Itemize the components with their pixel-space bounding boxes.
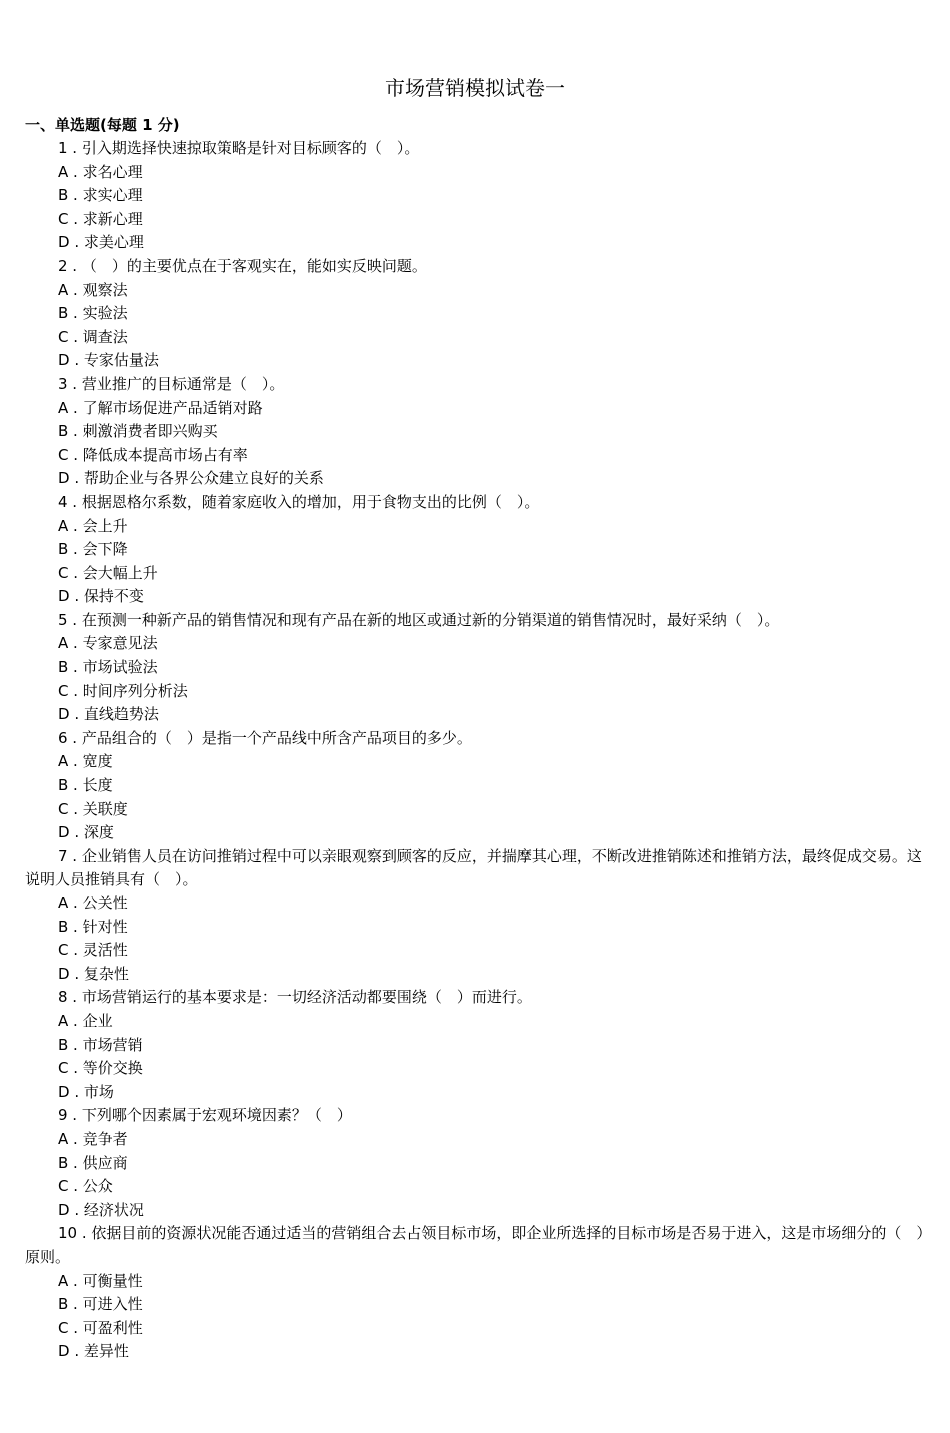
answer-option: B . 供应商 bbox=[58, 1153, 128, 1172]
question-text: 10 . 依据目前的资源状况能否通过适当的营销组合去占领目标市场，即企业所选择的目标市场是否易于进入，这是市场细分的（ ）原则。 bbox=[25, 1224, 924, 1266]
question-text: 5 . 在预测一种新产品的销售情况和现有产品在新的地区或通过新的分销渠道的销售情况时，最好采纳（ ）。 bbox=[58, 610, 780, 629]
answer-option: C . 时间序列分析法 bbox=[58, 681, 188, 700]
question-block bbox=[25, 1104, 930, 1222]
answer-option: B . 针对性 bbox=[58, 917, 128, 936]
answer-option: C . 可盈利性 bbox=[58, 1318, 143, 1337]
answer-option: D . 深度 bbox=[58, 823, 114, 842]
question-text: 7 . 企业销售人员在访问推销过程中可以亲眼观察到顾客的反应，并揣摩其心理，不断改进推销陈述和推销方法，最终促成交易。这说明人员推销具有（ ）。 bbox=[25, 846, 922, 889]
answer-option: A . 竞争者 bbox=[58, 1129, 128, 1148]
answer-option: D . 保持不变 bbox=[58, 587, 144, 606]
answer-option: A . 会上升 bbox=[58, 516, 128, 535]
answer-option: D . 市场 bbox=[58, 1082, 114, 1101]
answer-option: D . 求美心理 bbox=[58, 233, 144, 252]
answer-option: A . 企业 bbox=[58, 1011, 113, 1030]
answer-option: C . 求新心理 bbox=[58, 209, 143, 228]
page-title: 市场营销模拟试卷一 bbox=[385, 76, 565, 100]
answer-option: C . 公众 bbox=[58, 1177, 113, 1196]
question-block bbox=[25, 255, 930, 373]
question-block bbox=[25, 845, 930, 987]
question-block bbox=[25, 373, 930, 491]
question-text: 8 . 市场营销运行的基本要求是：一切经济活动都要围绕（ ）而进行。 bbox=[58, 988, 532, 1007]
answer-option: A . 专家意见法 bbox=[58, 634, 158, 653]
answer-option: D . 帮助企业与各界公众建立良好的关系 bbox=[58, 469, 324, 488]
answer-option: B . 可进入性 bbox=[58, 1295, 143, 1314]
answer-option: B . 市场营销 bbox=[58, 1035, 143, 1054]
question-list bbox=[25, 137, 930, 1364]
section-heading: 一、单选题(每题 1 分) bbox=[25, 116, 180, 134]
answer-option: D . 经济状况 bbox=[58, 1200, 144, 1219]
answer-option: B . 长度 bbox=[58, 776, 113, 795]
question-text: 9 . 下列哪个因素属于宏观环境因素？（ ） bbox=[58, 1106, 352, 1125]
answer-option: C . 灵活性 bbox=[58, 941, 128, 960]
answer-option: A . 公关性 bbox=[58, 894, 128, 912]
question-text: 2 . （ ）的主要优点在于客观实在，能如实反映问题。 bbox=[58, 256, 427, 275]
question-block bbox=[25, 491, 930, 609]
question-block bbox=[25, 609, 930, 727]
answer-option: B . 刺激消费者即兴购买 bbox=[58, 422, 218, 441]
answer-option: C . 降低成本提高市场占有率 bbox=[58, 445, 248, 464]
answer-option: D . 专家估量法 bbox=[58, 351, 159, 370]
question-text: 6 . 产品组合的（ ）是指一个产品线中所含产品项目的多少。 bbox=[58, 728, 472, 747]
question-block bbox=[25, 1222, 930, 1364]
answer-option: C . 调查法 bbox=[58, 327, 128, 346]
answer-option: A . 宽度 bbox=[58, 752, 113, 771]
answer-option: D . 差异性 bbox=[58, 1342, 129, 1361]
question-text: 3 . 营业推广的目标通常是（ ）。 bbox=[58, 374, 285, 393]
question-block bbox=[25, 727, 930, 845]
answer-option: A . 可衡量性 bbox=[58, 1271, 143, 1290]
answer-option: D . 复杂性 bbox=[58, 964, 129, 983]
answer-option: D . 直线趋势法 bbox=[58, 705, 159, 724]
answer-option: A . 观察法 bbox=[58, 280, 128, 299]
answer-option: B . 市场试验法 bbox=[58, 658, 158, 677]
answer-option: A . 求名心理 bbox=[58, 162, 143, 181]
question-block bbox=[25, 137, 930, 255]
answer-option: B . 求实心理 bbox=[58, 186, 143, 205]
answer-option: C . 会大幅上升 bbox=[58, 563, 158, 582]
answer-option: C . 关联度 bbox=[58, 799, 128, 818]
answer-option: B . 实验法 bbox=[58, 304, 128, 323]
answer-option: C . 等价交换 bbox=[58, 1059, 143, 1078]
question-block bbox=[25, 986, 930, 1104]
question-text: 1 . 引入期选择快速掠取策略是针对目标顾客的（ ）。 bbox=[58, 139, 420, 157]
question-text: 4 . 根据恩格尔系数，随着家庭收入的增加，用于食物支出的比例（ ）。 bbox=[58, 492, 540, 511]
answer-option: A . 了解市场促进产品适销对路 bbox=[58, 398, 263, 417]
answer-option: B . 会下降 bbox=[58, 540, 128, 559]
